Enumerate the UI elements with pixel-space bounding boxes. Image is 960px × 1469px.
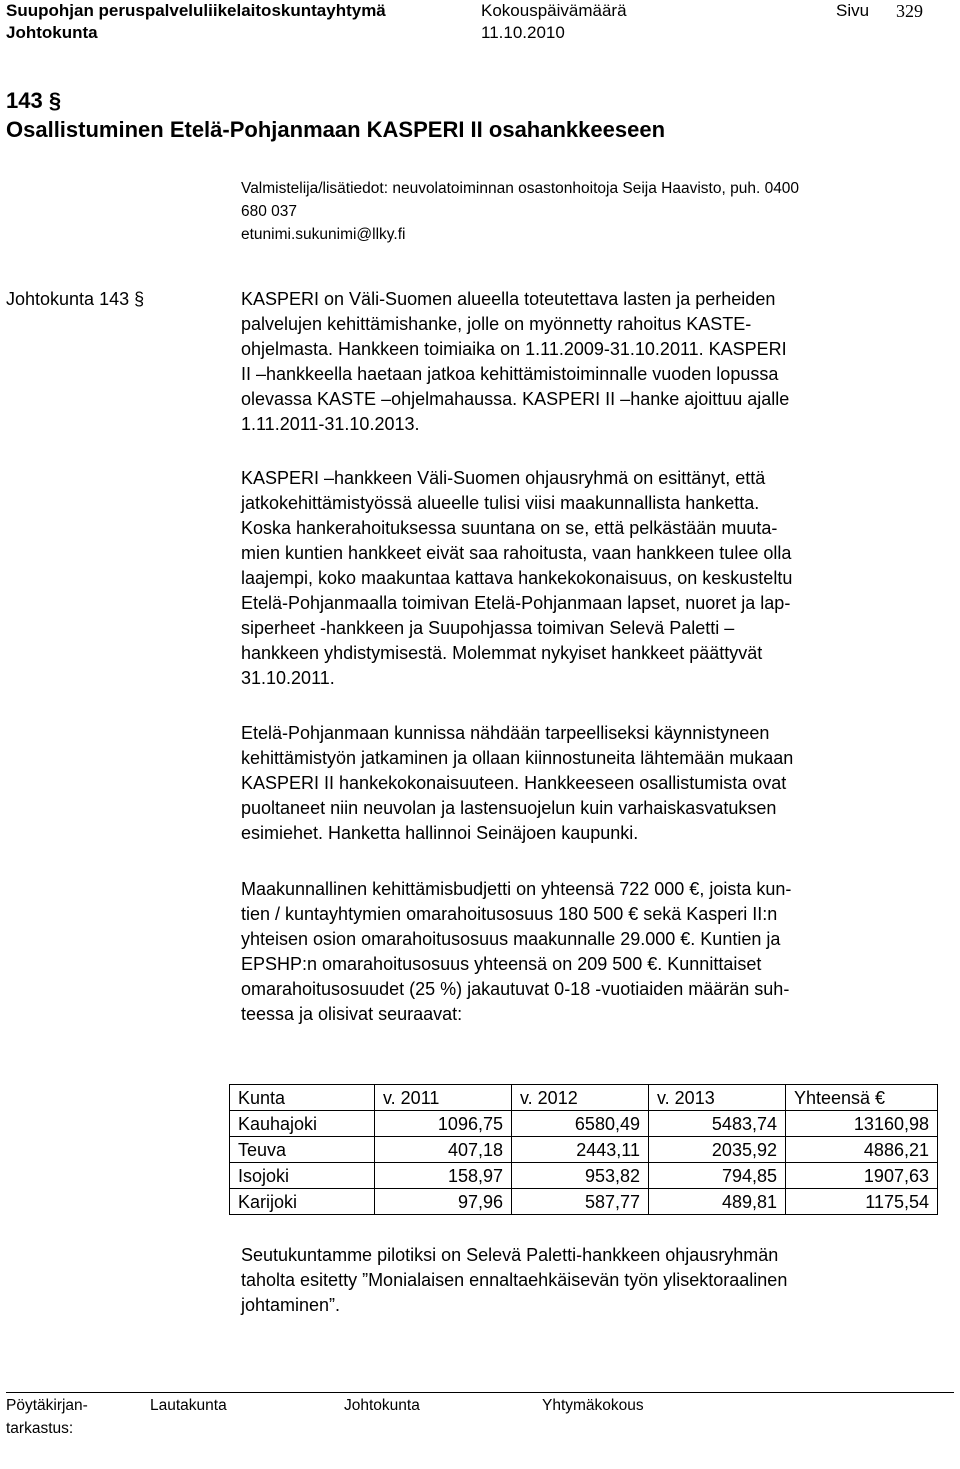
paragraph-4	[241, 877, 941, 1027]
preparer-email: etunimi.sukunimi@llky.fi	[241, 226, 406, 243]
text-line: jatkokehittämistyössä alueelle tulisi viisi maakunnallista hanketta.	[241, 493, 760, 513]
preparer-info	[241, 177, 941, 246]
table-header-cell: v. 2011	[375, 1085, 512, 1111]
header-row-2	[6, 22, 954, 45]
footer-board-label: Johtokunta	[344, 1397, 420, 1414]
table-header-cell: v. 2013	[649, 1085, 786, 1111]
table-cell: 6580,49	[512, 1111, 649, 1137]
table-cell: 4886,21	[786, 1137, 938, 1163]
table-cell: 97,96	[375, 1189, 512, 1215]
side-label: Johtokunta 143 §	[6, 289, 145, 309]
text-line: 1.11.2011-31.10.2013.	[241, 414, 420, 434]
table-row	[230, 1111, 938, 1137]
table-cell: Kauhajoki	[230, 1111, 375, 1137]
text-line: II –hankkeella haetaan jatkoa kehittämistoiminnalle vuoden lopussa	[241, 364, 779, 384]
text-line: omarahoitusosuudet (25 %) jakautuvat 0-18 -vuotiaiden määrän suh-	[241, 979, 790, 999]
table-cell: 1907,63	[786, 1163, 938, 1189]
text-line: Maakunnallinen kehittämisbudjetti on yhteensä 722 000 €, joista kun-	[241, 879, 792, 899]
text-line: esimiehet. Hanketta hallinnoi Seinäjoen kaupunki.	[241, 823, 639, 843]
preparer-line: Valmistelija/lisätiedot: neuvolatoiminnan osastonhoitoja Seija Haavisto, puh. 0400	[241, 180, 800, 197]
footer-committee-label: Lautakunta	[150, 1397, 227, 1414]
page-header	[6, 0, 954, 46]
table-cell: 953,82	[512, 1163, 649, 1189]
table-header-cell: v. 2012	[512, 1085, 649, 1111]
table-header-row	[230, 1085, 938, 1111]
header-row-1	[6, 0, 954, 23]
table-header-cell: Yhteensä €	[786, 1085, 938, 1111]
paragraph-1	[241, 287, 941, 437]
table-cell: 489,81	[649, 1189, 786, 1215]
table-cell: 5483,74	[649, 1111, 786, 1137]
text-line: taholta esitetty ”Monialaisen ennaltaehkäisevän työn ylisektoraalinen	[241, 1270, 788, 1290]
page-footer	[6, 1392, 954, 1442]
text-line: mien kuntien hankkeet eivät saa rahoitusta, vaan hankkeen tulee olla	[241, 543, 792, 563]
table-row	[230, 1163, 938, 1189]
text-line: laajempi, koko maakuntaa kattava hankekokonaisuus, on keskusteltu	[241, 568, 793, 588]
paragraph-3	[241, 721, 941, 846]
text-line: palvelujen kehittämishanke, jolle on myönnetty rahoitus KASTE-	[241, 314, 752, 334]
footer-reviewer-label: Pöytäkirjan- tarkastus:	[6, 1397, 88, 1437]
text-line: KASPERI II hankekokonaisuuteen. Hankkeeseen osallistumista ovat	[241, 773, 787, 793]
text-line: tien / kuntayhtymien omarahoitusosuus 180 500 € sekä Kasperi II:n	[241, 904, 778, 924]
meeting-date-label: Kokouspäivämäärä	[481, 1, 627, 20]
table-cell: Karijoki	[230, 1189, 375, 1215]
table-cell: 407,18	[375, 1137, 512, 1163]
text-line: EPSHP:n omarahoitusosuus yhteensä on 209 500 €. Kunnittaiset	[241, 954, 762, 974]
section-heading	[6, 86, 946, 144]
text-line: olevassa KASTE –ohjelmahaussa. KASPERI II –hanke ajoittuu ajalle	[241, 389, 790, 409]
paragraph-2	[241, 466, 941, 691]
table-cell: 794,85	[649, 1163, 786, 1189]
section-number: 143 §	[6, 88, 62, 113]
table-cell: 1175,54	[786, 1189, 938, 1215]
preparer-line: 680 037	[241, 203, 298, 220]
page-number: 329	[896, 1, 923, 21]
table-cell: 13160,98	[786, 1111, 938, 1137]
table-header-cell: Kunta	[230, 1085, 375, 1111]
footer-assembly-label: Yhtymäkokous	[542, 1397, 644, 1414]
text-line: Seutukuntamme pilotiksi on Selevä Paletti-hankkeen ohjausryhmän	[241, 1245, 779, 1265]
table-cell: Isojoki	[230, 1163, 375, 1189]
text-line: Etelä-Pohjanmaalla toimivan Etelä-Pohjanmaan lapset, nuoret ja lap-	[241, 593, 791, 613]
paragraph-5	[241, 1243, 941, 1318]
page-label: Sivu	[836, 1, 870, 20]
meeting-date: 11.10.2010	[481, 23, 565, 42]
table-cell: 2035,92	[649, 1137, 786, 1163]
table-cell: 2443,11	[512, 1137, 649, 1163]
table-row	[230, 1137, 938, 1163]
table-cell: Teuva	[230, 1137, 375, 1163]
text-line: Etelä-Pohjanmaan kunnissa nähdään tarpeelliseksi käynnistyneen	[241, 723, 770, 743]
text-line: hankkeen yhdistymisestä. Molemmat nykyiset hankkeet päättyvät	[241, 643, 763, 663]
cost-share-table	[229, 1084, 938, 1215]
text-line: ohjelmasta. Hankkeen toimiaika on 1.11.2009-31.10.2011. KASPERI	[241, 339, 787, 359]
text-line: yhteisen osion omarahoitusosuus maakunnalle 29.000 €. Kuntien ja	[241, 929, 781, 949]
table-row	[230, 1189, 938, 1215]
text-line: Koska hankerahoituksessa suuntana on se, että pelkästään muuta-	[241, 518, 778, 538]
footer-divider	[6, 1392, 954, 1393]
section-title: Osallistuminen Etelä-Pohjanmaan KASPERI II osahankkeeseen	[6, 117, 666, 142]
text-line: KASPERI on Väli-Suomen alueella toteutettava lasten ja perheiden	[241, 289, 776, 309]
table-cell: 587,77	[512, 1189, 649, 1215]
text-line: puoltaneet niin neuvolan ja lastensuojelun kuin varhaiskasvatuksen	[241, 798, 777, 818]
text-line: 31.10.2011.	[241, 668, 335, 688]
organization-name: Suupohjan peruspalveluliikelaitoskuntayhtymä	[6, 1, 386, 20]
text-line: siperheet -hankkeen ja Suupohjassa toimivan Selevä Paletti –	[241, 618, 735, 638]
board-name: Johtokunta	[6, 23, 98, 42]
table-cell: 158,97	[375, 1163, 512, 1189]
text-line: KASPERI –hankkeen Väli-Suomen ohjausryhmä on esittänyt, että	[241, 468, 766, 488]
text-line: johtaminen”.	[241, 1295, 341, 1315]
table-cell: 1096,75	[375, 1111, 512, 1137]
text-line: kehittämistyön jatkaminen ja ollaan kiinnostuneita lähtemään mukaan	[241, 748, 794, 768]
text-line: teessa ja olisivat seuraavat:	[241, 1004, 463, 1024]
